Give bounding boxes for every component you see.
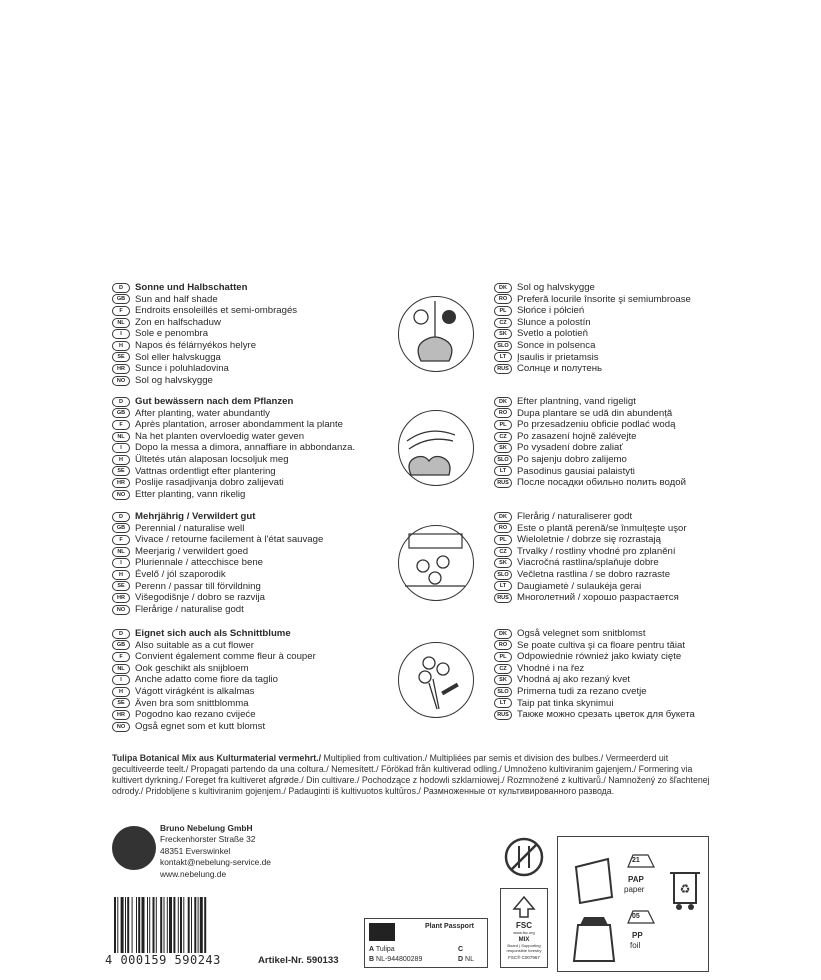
language-code-badge: HR [112, 710, 130, 720]
company-address [160, 823, 271, 880]
language-code-badge: SK [494, 558, 512, 568]
language-code-badge: D [112, 512, 130, 522]
language-text: Poslije rasadjivanja dobro zalijevati [135, 477, 284, 489]
language-code-badge: D [112, 397, 130, 407]
language-code-badge: I [112, 329, 130, 339]
language-text: Vhodné i na řez [517, 662, 585, 674]
language-text: Pasodinus gausiai palaistyti [517, 465, 635, 477]
language-text: Dupa plantare se udă din abundență [517, 407, 673, 419]
language-line [112, 419, 380, 431]
company-web: www.nebelung.de [160, 868, 227, 879]
language-line [494, 294, 718, 306]
language-line [494, 546, 718, 558]
company-street: Freckenhorster Straße 32 [160, 834, 256, 845]
fsc-mix: MIX [518, 937, 530, 943]
language-code-badge: SK [494, 329, 512, 339]
language-code-badge: CZ [494, 664, 512, 674]
language-column-left [112, 282, 380, 386]
language-text: Efter plantning, vand rigeligt [517, 396, 636, 407]
language-text: Po przesadzeniu obficie podlać wodą [517, 419, 676, 431]
language-text: Perenn / passar till förvildning [135, 580, 261, 592]
language-text: Endroits ensoleillés et semi-ombragés [135, 305, 298, 317]
article-number: Artikel-Nr. 590133 [258, 955, 339, 966]
plant-passport-title: Plant Passport [425, 923, 475, 930]
language-line [494, 674, 718, 686]
plant-passport [364, 918, 488, 968]
language-code-badge: PL [494, 306, 512, 316]
language-text: Višegodišnje / dobro se razvija [135, 592, 265, 604]
fsc-label [500, 888, 548, 968]
language-text: Også velegnet som snitblomst [517, 628, 646, 639]
language-code-badge: SK [494, 675, 512, 685]
language-code-badge: SE [112, 698, 130, 708]
language-line [112, 305, 380, 317]
language-code-badge: H [112, 455, 130, 465]
language-line [494, 454, 718, 466]
language-text: Slunce a polostín [517, 316, 591, 328]
language-code-badge: SE [112, 352, 130, 362]
language-line [112, 534, 380, 546]
language-text: Sol og halvskygge [135, 374, 213, 386]
language-text: Flerårig / naturaliserer godt [517, 511, 633, 522]
language-text: Odpowiednie również jako kwiaty cięte [517, 651, 682, 663]
language-code-badge: LT [494, 466, 512, 476]
cultivation-note: Tulipa Botanical Mix aus Kulturmaterial vermehrt./ Multiplied from cultivation./ Multipliées par semis et division des bulbes./ Vermeerderd uit gecultiveerde teelt./ Propagati partendo da una coltura./ Nemesített./ Förökad från kultiverad odling./ Umnoženo kultiviranim gajenjem./ Formering via kultivert dyrkning./ Foreget fra kultiveret afgrøde./ Din cultivare./ Pochodzące z hodowli szklarniowej./ Rozmnožené z kultivarů./ Namnožený zo šľachtenej odrody./ Pridobljene s kultiviranim gojenjem./ Padauginti iš kultivuotos kultūros./ Размноженные от культивированного развода. [112, 752, 710, 797]
eu-flag-icon [369, 923, 395, 941]
language-line [494, 534, 718, 546]
language-code-badge: NO [112, 722, 130, 732]
language-text: Vhodná aj ako rezaný kvet [517, 674, 631, 686]
language-code-badge: PL [494, 652, 512, 662]
language-line [494, 581, 718, 593]
language-line [112, 686, 380, 698]
language-line [112, 282, 380, 294]
language-code-badge: I [112, 675, 130, 685]
language-code-badge: RO [494, 408, 512, 418]
language-code-badge: RUS [494, 710, 512, 720]
language-line [112, 663, 380, 675]
language-line [112, 294, 380, 306]
language-line [112, 698, 380, 710]
language-text: Sunce i poluhladovina [135, 363, 229, 375]
foil-code: 05 [632, 913, 640, 920]
language-code-badge: RUS [494, 364, 512, 374]
language-text: Večletna rastlina / se dobro razraste [517, 568, 671, 580]
paper-abbr: PAP [628, 875, 644, 884]
language-text: Vattnas ordentligt efter plantering [135, 465, 276, 477]
language-line [494, 523, 718, 535]
language-code-badge: CZ [494, 318, 512, 328]
language-line [112, 466, 380, 478]
language-code-badge: RUS [494, 478, 512, 488]
fsc-claim: Board | Supporting responsible forestry [506, 943, 542, 953]
nebelung-seal-icon [112, 826, 156, 870]
language-column-right [494, 282, 718, 375]
barcode-icon [112, 897, 240, 953]
passport-row-d: D NL [458, 956, 474, 963]
language-text: Zon en halfschaduw [135, 316, 221, 328]
language-text: Este o plantă perenă/se înmulțeşte uşor [517, 522, 687, 534]
foil-word: foil [630, 941, 641, 950]
language-line [494, 698, 718, 710]
language-line [112, 709, 380, 721]
language-line [112, 557, 380, 569]
language-line [112, 328, 380, 340]
language-line [494, 305, 718, 317]
svg-text:♻: ♻ [679, 882, 691, 896]
recycling-info [557, 836, 709, 972]
language-line [494, 592, 718, 604]
language-line [494, 686, 718, 698]
language-text: Sonce in polsenca [517, 339, 596, 351]
language-text: Évelő / jól szaporodik [135, 568, 226, 580]
language-code-badge: RO [494, 523, 512, 533]
not-for-food-icon [500, 832, 548, 882]
language-line [494, 431, 718, 443]
language-code-badge: GB [112, 640, 130, 650]
language-column-left [112, 396, 380, 500]
language-line [494, 640, 718, 652]
language-code-badge: DK [494, 397, 512, 407]
language-text: Svetlo a polotieň [517, 328, 588, 340]
language-text: Convient également comme fleur à couper [135, 651, 316, 663]
language-line [494, 557, 718, 569]
language-line [494, 663, 718, 675]
language-code-badge: RO [494, 294, 512, 304]
fsc-tree-icon [509, 895, 539, 919]
language-code-badge: SE [112, 581, 130, 591]
language-line [112, 408, 380, 420]
language-text: Sonne und Halbschatten [135, 282, 248, 293]
language-line [112, 651, 380, 663]
language-line [112, 592, 380, 604]
language-code-badge: GB [112, 523, 130, 533]
language-line [112, 442, 380, 454]
language-text: Vágott virágként is alkalmas [135, 685, 255, 697]
language-text: Ültetés után alaposan locsoljuk meg [135, 453, 289, 465]
language-line [494, 396, 718, 408]
language-text: Preferă locurile însorite şi semiumbroase [517, 293, 691, 305]
language-code-badge: DK [494, 629, 512, 639]
language-line [112, 546, 380, 558]
language-line [112, 352, 380, 364]
language-line [494, 442, 718, 454]
language-code-badge: NL [112, 318, 130, 328]
foil-abbr: PP [632, 931, 643, 940]
fsc-text: FSC [516, 921, 532, 930]
language-code-badge: H [112, 570, 130, 580]
language-text: Taip pat tinka skynimui [517, 697, 614, 709]
language-code-badge: I [112, 558, 130, 568]
language-text: Po sajenju dobro zalijemo [517, 453, 627, 465]
language-line [112, 340, 380, 352]
language-line [112, 581, 380, 593]
language-line [494, 419, 718, 431]
language-text: Также можно срезать цветок для букета [517, 709, 695, 721]
language-code-badge: D [112, 629, 130, 639]
language-text: Солнце и полутень [517, 363, 602, 375]
language-code-badge: LT [494, 698, 512, 708]
language-column-right [494, 511, 718, 604]
language-column-right [494, 628, 718, 721]
language-line [494, 709, 718, 721]
language-text: Pluriennale / attecchisce bene [135, 557, 263, 569]
language-code-badge: SK [494, 443, 512, 453]
language-line [112, 674, 380, 686]
language-text: Słońce i półcień [517, 305, 585, 317]
language-text: Vivace / retourne facilement à l'état sauvage [135, 534, 324, 546]
language-text: Po vysadení dobre zaliať [517, 442, 623, 454]
language-code-badge: LT [494, 581, 512, 591]
language-text: Sol eller halvskugga [135, 351, 221, 363]
language-line [112, 511, 380, 523]
language-code-badge: NO [112, 376, 130, 386]
language-text: Sole e penombra [135, 328, 209, 340]
language-text: Napos és félárnyékos helyre [135, 339, 257, 351]
language-text: Многолетний / хорошо разрастается [517, 592, 679, 604]
language-text: Après plantation, arroser abondamment la plante [135, 419, 343, 431]
language-line [494, 569, 718, 581]
language-line [112, 569, 380, 581]
language-code-badge: NL [112, 664, 130, 674]
language-code-badge: F [112, 420, 130, 430]
company-city: 48351 Everswinkel [160, 845, 231, 856]
language-text: Na het planten overvloedig water geven [135, 430, 305, 442]
language-line [494, 511, 718, 523]
language-text: Sol og halvskygge [517, 282, 595, 293]
language-code-badge: NL [112, 547, 130, 557]
language-text: Dopo la messa a dimora, annaffiare in abbondanza. [135, 442, 356, 454]
paper-code: 21 [632, 857, 640, 864]
language-text: Trvalky / rostliny vhodné pro zplanění [517, 545, 676, 557]
language-line [494, 363, 718, 375]
language-code-badge: PL [494, 535, 512, 545]
language-text: Anche adatto come fiore da taglio [135, 674, 278, 686]
language-line [112, 640, 380, 652]
language-line [112, 375, 380, 387]
company-email: kontakt@nebelung-service.de [160, 857, 271, 868]
language-line [112, 317, 380, 329]
language-code-badge: DK [494, 283, 512, 293]
language-column-left [112, 628, 380, 732]
cut-flower-icon [398, 642, 474, 718]
language-text: Perennial / naturalise well [135, 522, 245, 534]
language-line [112, 396, 380, 408]
language-text: Mehrjährig / Verwildert gut [135, 511, 256, 522]
barcode-number: 4 000159 590243 [105, 953, 221, 967]
language-code-badge: DK [494, 512, 512, 522]
passport-row-a: A Tulipa [369, 946, 395, 953]
language-text: Also suitable as a cut flower [135, 639, 254, 651]
language-text: Gut bewässern nach dem Pflanzen [135, 396, 294, 407]
language-text: Primerna tudi za rezano cvetje [517, 685, 647, 697]
passport-row-b: B NL-944800289 [369, 956, 423, 963]
language-code-badge: I [112, 443, 130, 453]
language-text: Sun and half shade [135, 293, 218, 305]
language-code-badge: RUS [494, 593, 512, 603]
language-line [112, 431, 380, 443]
language-code-badge: F [112, 306, 130, 316]
language-text: Meerjarig / verwildert goed [135, 545, 249, 557]
language-line [112, 454, 380, 466]
language-code-badge: NO [112, 490, 130, 500]
language-code-badge: SLO [494, 455, 512, 465]
language-line [112, 721, 380, 733]
language-line [494, 628, 718, 640]
language-text: Även bra som snittblomma [135, 697, 249, 709]
language-code-badge: D [112, 283, 130, 293]
language-line [494, 408, 718, 420]
language-line [494, 340, 718, 352]
language-code-badge: HR [112, 364, 130, 374]
language-code-badge: RO [494, 640, 512, 650]
language-line [494, 651, 718, 663]
language-line [494, 466, 718, 478]
language-code-badge: PL [494, 420, 512, 430]
language-text: Po zasazení hojně zalévejte [517, 430, 637, 442]
language-text: Eignet sich auch als Schnittblume [135, 628, 291, 639]
language-line [112, 363, 380, 375]
language-code-badge: SLO [494, 341, 512, 351]
company-name: Bruno Nebelung GmbH [160, 823, 253, 833]
language-code-badge: HR [112, 478, 130, 488]
paper-word: paper [624, 885, 645, 894]
fsc-code: FSC® C007967 [508, 955, 540, 960]
language-code-badge: SLO [494, 570, 512, 580]
language-text: Etter planting, vann rikelig [135, 488, 246, 500]
language-code-badge: SLO [494, 687, 512, 697]
language-text: Flerårige / naturalise godt [135, 603, 244, 615]
language-code-badge: LT [494, 352, 512, 362]
language-text: После посадки обильно полить водой [517, 477, 686, 489]
language-column-right [494, 396, 718, 489]
perennial-flowers-icon [398, 525, 474, 601]
language-code-badge: GB [112, 294, 130, 304]
sun-shade-icon [398, 296, 474, 372]
language-text: After planting, water abundantly [135, 407, 270, 419]
language-code-badge: CZ [494, 432, 512, 442]
language-code-badge: NL [112, 432, 130, 442]
language-text: Wieloletnie / dobrze się rozrastają [517, 534, 661, 546]
language-line [112, 489, 380, 501]
language-code-badge: H [112, 687, 130, 697]
language-text: Viacročná rastlina/splaňuje dobre [517, 557, 659, 569]
language-code-badge: H [112, 341, 130, 351]
language-text: Ook geschikt als snijbloem [135, 662, 249, 674]
language-text: Pogodno kao rezano cvijeće [135, 709, 256, 721]
language-line [494, 282, 718, 294]
language-code-badge: CZ [494, 547, 512, 557]
language-line [494, 352, 718, 364]
language-line [494, 317, 718, 329]
language-column-left [112, 511, 380, 615]
language-code-badge: NO [112, 605, 130, 615]
language-text: Også egnet som et kutt blomst [135, 720, 266, 732]
language-text: Se poate cultiva şi ca floare pentru tăiat [517, 639, 685, 651]
language-text: Įsaulis ir prietamsis [517, 351, 599, 363]
language-code-badge: F [112, 535, 130, 545]
language-code-badge: F [112, 652, 130, 662]
language-code-badge: SE [112, 466, 130, 476]
passport-row-c: C [458, 946, 464, 953]
language-line [112, 628, 380, 640]
language-line [112, 604, 380, 616]
watering-icon [398, 410, 474, 486]
language-code-badge: HR [112, 593, 130, 603]
fsc-url: www.fsc.org [513, 930, 535, 935]
language-line [494, 477, 718, 489]
language-line [112, 477, 380, 489]
language-text: Daugiametė / sulaukėja gerai [517, 580, 642, 592]
language-line [494, 328, 718, 340]
language-code-badge: GB [112, 408, 130, 418]
language-line [112, 523, 380, 535]
